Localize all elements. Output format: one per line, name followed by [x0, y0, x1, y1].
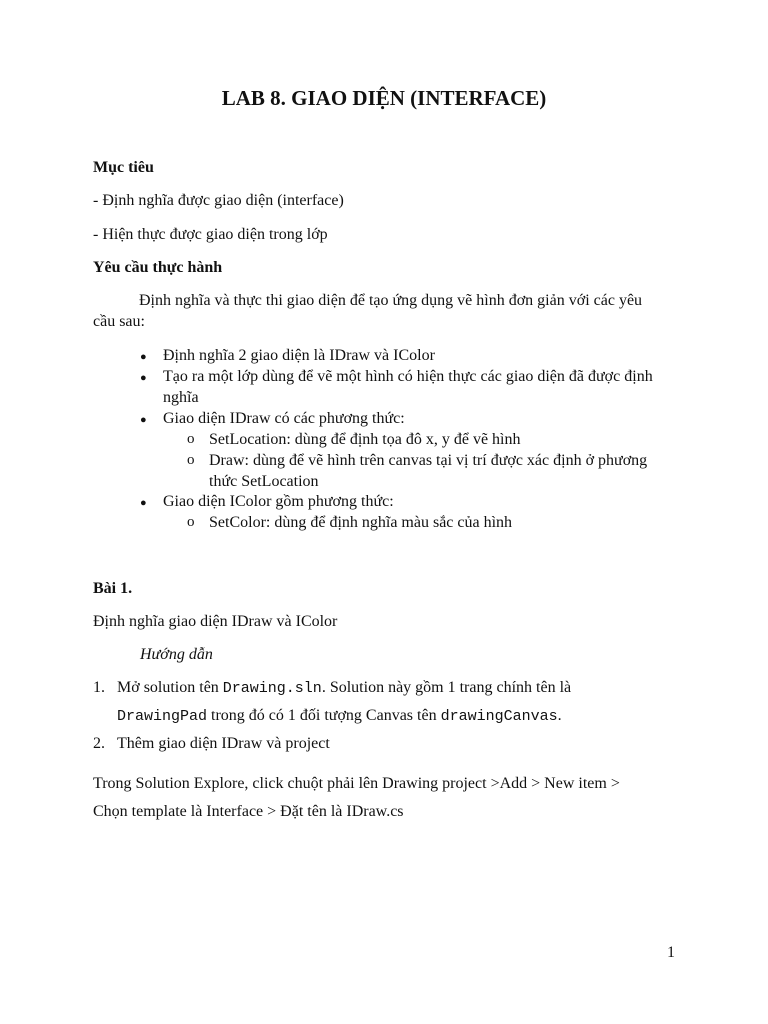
- objectives-heading: Mục tiêu: [93, 159, 154, 176]
- circle-bullet-icon: o: [187, 452, 195, 468]
- bullet-item: Giao diện IDraw có các phương thức:: [163, 410, 405, 427]
- circle-bullet-icon: o: [187, 514, 195, 530]
- bullet-item: Tạo ra một lớp dùng để vẽ một hình có hiện thực các giao diện đã được định: [163, 368, 653, 385]
- step-text: [117, 679, 571, 697]
- bullet-item: Định nghĩa 2 giao diện là IDraw và IColor: [163, 347, 435, 364]
- code-page-name: DrawingPad: [117, 708, 208, 725]
- objective-item: - Định nghĩa được giao diện (interface): [93, 192, 344, 209]
- bullet-icon: ●: [140, 497, 147, 509]
- sub-bullet-item: SetColor: dùng để định nghĩa màu sắc của hình: [209, 514, 513, 531]
- sub-bullet-item-cont: thức SetLocation: [209, 473, 319, 490]
- bullet-item: Giao diện IColor gồm phương thức:: [163, 493, 394, 510]
- bullet-item-cont: nghĩa: [163, 389, 199, 406]
- step-text-part: trong đó có 1 đối tượng Canvas tên: [207, 707, 441, 724]
- step-text-part: . Solution này gồm 1 trang chính tên là: [321, 679, 572, 696]
- code-canvas-name: drawingCanvas: [440, 708, 558, 725]
- step-text-cont: [117, 707, 562, 725]
- requirements-intro: Định nghĩa và thực thi giao diện để tạo ứng dụng vẽ hình đơn giản với các yêu: [139, 292, 643, 309]
- page-number: 1: [667, 944, 675, 961]
- guide-label: Hướng dẫn: [140, 646, 213, 663]
- requirements-intro-cont: cầu sau:: [93, 313, 145, 330]
- bullet-icon: ●: [140, 414, 147, 426]
- bullet-icon: ●: [140, 372, 147, 384]
- exercise-heading: Bài 1.: [93, 580, 133, 597]
- instruction-text-cont: Chọn template là Interface > Đặt tên là IDraw.cs: [93, 803, 404, 820]
- sub-bullet-item: SetLocation: dùng để định tọa đô x, y để vẽ hình: [209, 431, 521, 448]
- bullet-icon: ●: [140, 351, 147, 363]
- step-number: 2.: [93, 735, 105, 752]
- step-number: 1.: [93, 679, 105, 696]
- step-text: Thêm giao diện IDraw và project: [117, 735, 330, 752]
- exercise-description: Định nghĩa giao diện IDraw và IColor: [93, 613, 338, 630]
- code-filename: Drawing.sln: [222, 680, 322, 697]
- sub-bullet-item: Draw: dùng để vẽ hình trên canvas tại vị trí được xác định ở phương: [209, 452, 648, 469]
- circle-bullet-icon: o: [187, 431, 195, 447]
- step-text-part: Mở solution tên: [117, 679, 223, 696]
- step-text-part: .: [557, 707, 562, 724]
- instruction-text: Trong Solution Explore, click chuột phải lên Drawing project >Add > New item >: [93, 775, 620, 792]
- requirements-heading: Yêu cầu thực hành: [93, 259, 223, 276]
- objective-item: - Hiện thực được giao diện trong lớp: [93, 226, 328, 243]
- page-title: LAB 8. GIAO DIỆN (INTERFACE): [221, 86, 547, 110]
